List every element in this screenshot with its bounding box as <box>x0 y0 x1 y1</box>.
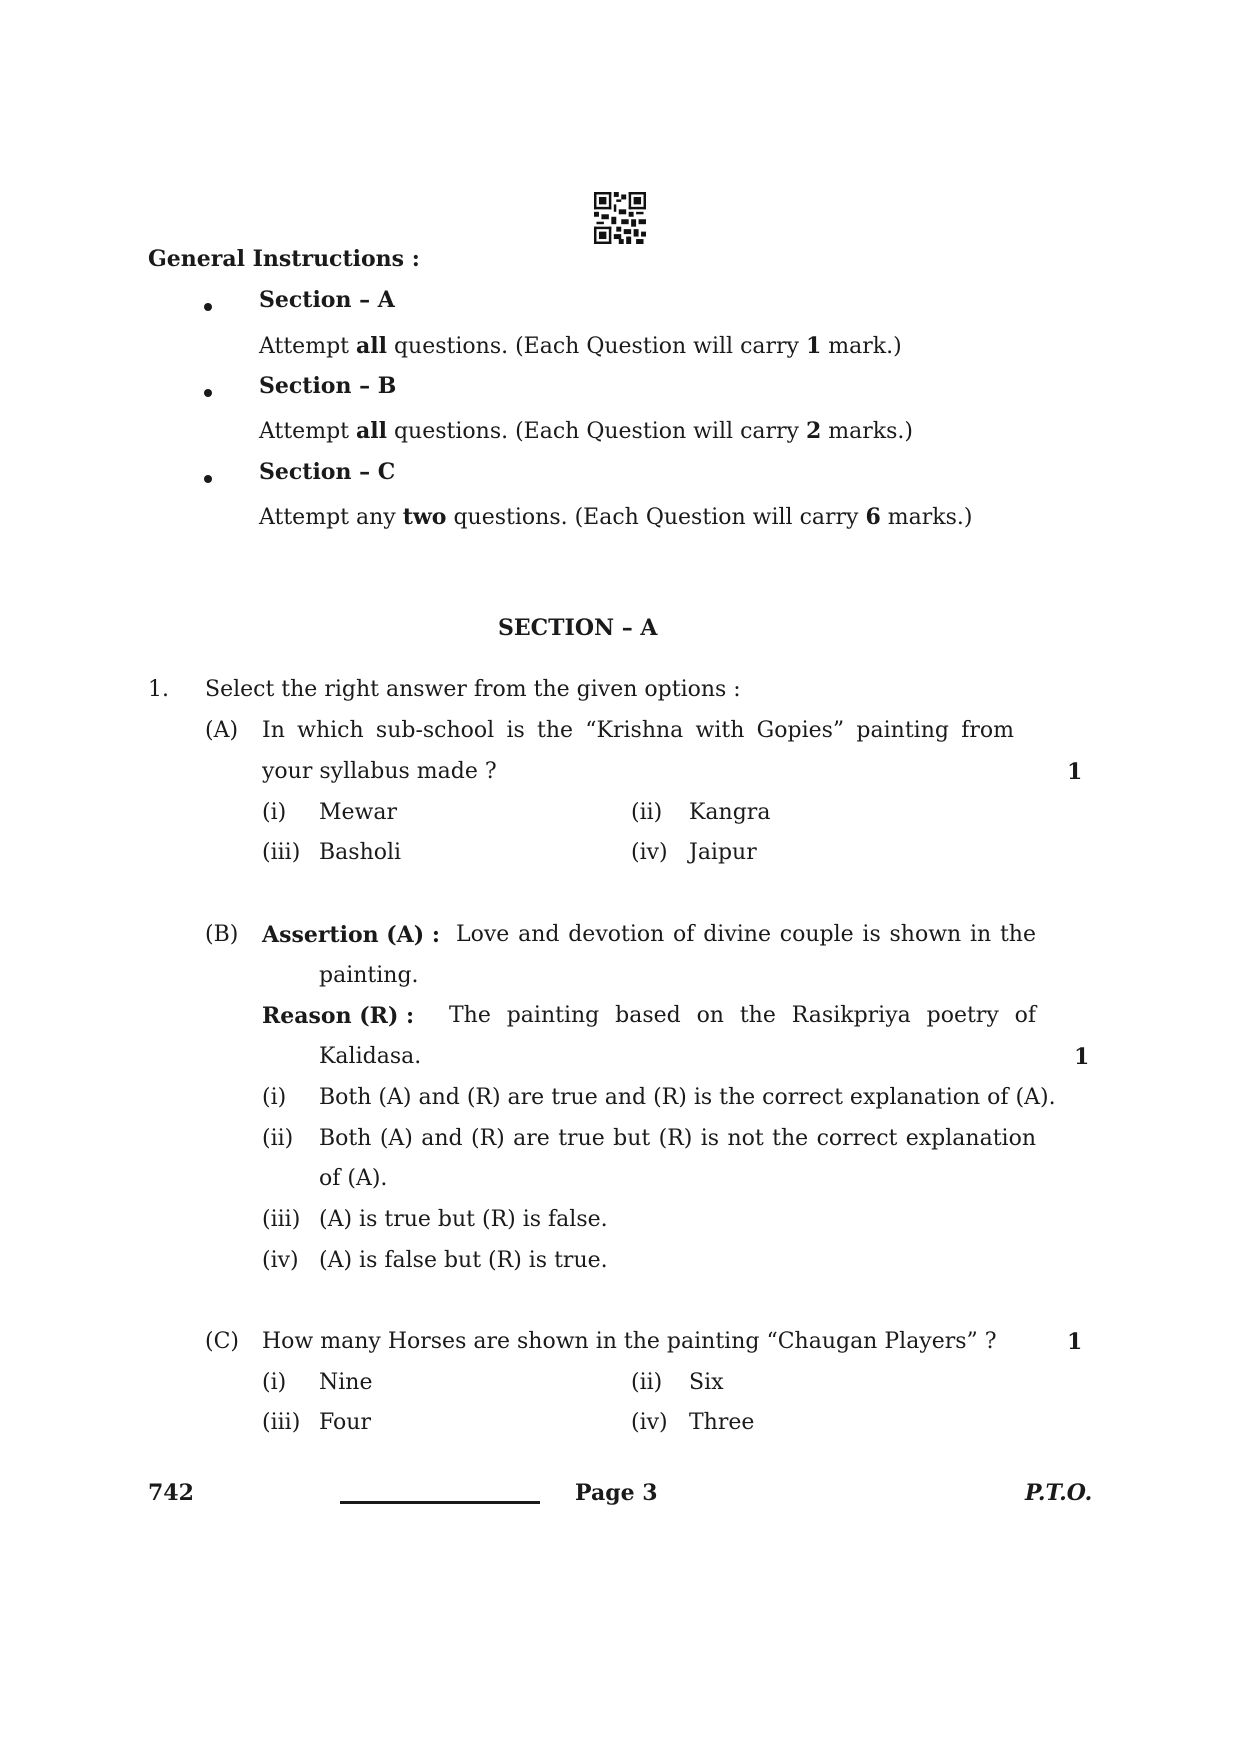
bullet-icon <box>204 303 212 311</box>
reason-line2: Kalidasa. <box>319 1044 422 1069</box>
paper-code: 742 <box>148 1480 194 1506</box>
option-text-continued: of (A). <box>319 1166 388 1191</box>
option-text: (A) is true but (R) is false. <box>319 1207 608 1232</box>
option-text: Jaipur <box>689 840 757 865</box>
option-label: (i) <box>262 800 287 825</box>
option-text: Four <box>319 1410 371 1435</box>
option-label: (ii) <box>262 1126 294 1151</box>
option-label: (iv) <box>631 840 668 865</box>
option-label: (iv) <box>262 1248 299 1273</box>
marks: 1 <box>1067 1329 1083 1355</box>
assertion-label: Assertion (A) : <box>262 922 440 948</box>
option-label: (i) <box>262 1085 287 1110</box>
option-label: (ii) <box>631 1370 663 1395</box>
reason-line1: The painting based on the Rasikpriya poetry of <box>449 1003 1036 1028</box>
general-instructions-heading: General Instructions : <box>148 246 420 272</box>
question-number: 1. <box>148 677 169 702</box>
section-a-title: Section – A <box>259 287 395 313</box>
pto-label: P.T.O. <box>1025 1480 1093 1506</box>
option-text: Three <box>689 1410 755 1435</box>
option-text: Six <box>689 1370 724 1395</box>
subquestion-a-line2: your syllabus made ? <box>262 759 497 784</box>
option-label: (ii) <box>631 800 663 825</box>
option-text: Basholi <box>319 840 402 865</box>
subquestion-b-label: (B) <box>205 922 239 947</box>
qr-code-image <box>594 192 646 244</box>
page-number: Page 3 <box>575 1480 658 1506</box>
section-heading: SECTION – A <box>498 615 658 641</box>
option-text: Both (A) and (R) are true but (R) is not the correct explanation <box>319 1126 1036 1151</box>
option-text: Both (A) and (R) are true and (R) is the correct explanation of (A). <box>319 1085 1056 1110</box>
bullet-icon <box>204 475 212 483</box>
section-c-title: Section – C <box>259 459 396 485</box>
section-c-instruction: Attempt any two questions. (Each Question will carry 6 marks.) <box>259 504 973 530</box>
option-label: (iii) <box>262 840 301 865</box>
option-label: (iii) <box>262 1207 301 1232</box>
subquestion-a-line1: In which sub-school is the “Krishna with Gopies” painting from <box>262 718 1014 743</box>
option-text: Mewar <box>319 800 398 825</box>
option-text: Nine <box>319 1370 373 1395</box>
assertion-line1: Love and devotion of divine couple is shown in the <box>456 922 1036 947</box>
section-b-instruction: Attempt all questions. (Each Question will carry 2 marks.) <box>259 418 913 444</box>
subquestion-c-text: How many Horses are shown in the painting “Chaugan Players” ? <box>262 1329 997 1354</box>
option-label: (iii) <box>262 1410 301 1435</box>
option-text: Kangra <box>689 800 771 825</box>
reason-label: Reason (R) : <box>262 1003 415 1029</box>
question-text: Select the right answer from the given options : <box>205 677 741 702</box>
marks: 1 <box>1074 1044 1090 1070</box>
bullet-icon <box>204 389 212 397</box>
section-a-instruction: Attempt all questions. (Each Question will carry 1 mark.) <box>259 333 902 359</box>
assertion-line2: painting. <box>319 963 419 988</box>
subquestion-a-label: (A) <box>205 718 239 743</box>
option-label: (i) <box>262 1370 287 1395</box>
subquestion-c-label: (C) <box>205 1329 239 1354</box>
option-text: (A) is false but (R) is true. <box>319 1248 608 1273</box>
section-b-title: Section – B <box>259 373 397 399</box>
footer-divider <box>340 1501 540 1504</box>
marks: 1 <box>1067 759 1083 785</box>
option-label: (iv) <box>631 1410 668 1435</box>
